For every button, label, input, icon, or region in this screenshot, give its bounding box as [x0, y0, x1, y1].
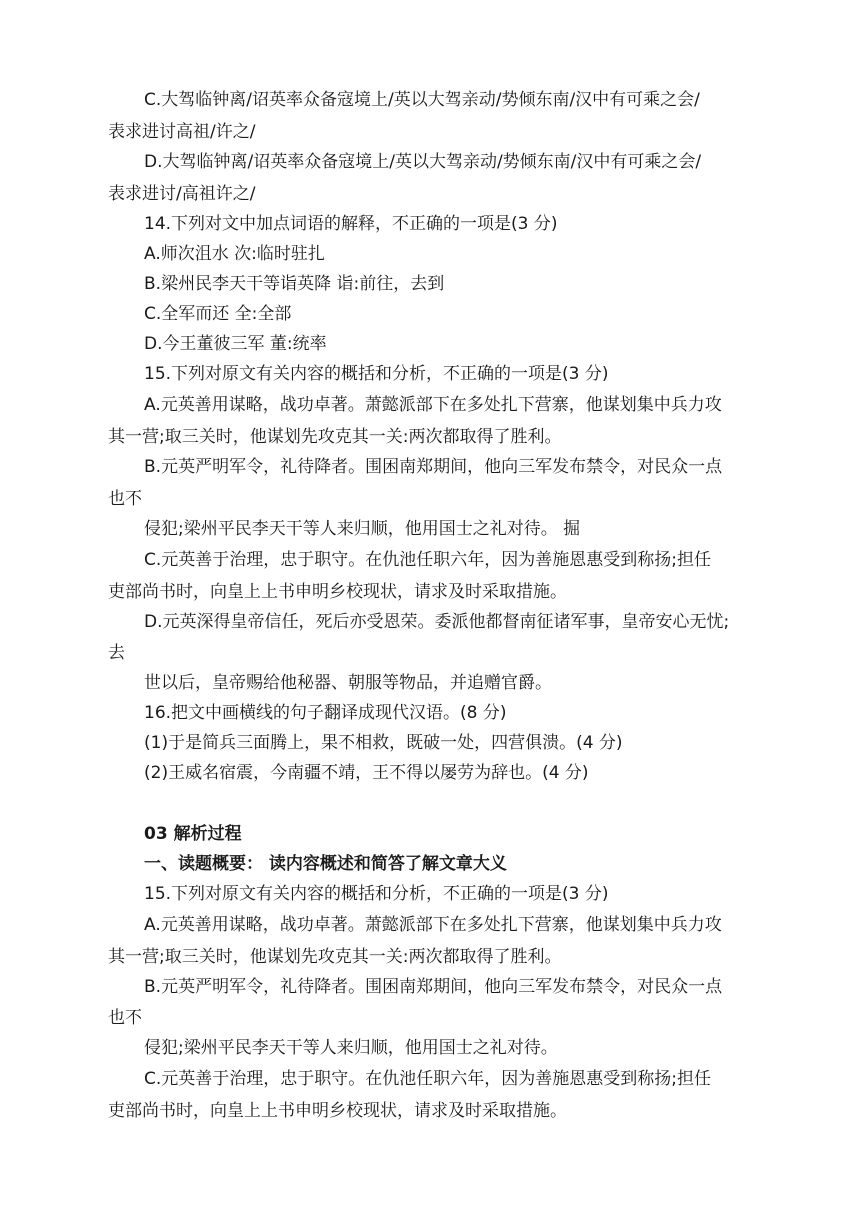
sub-question: (2)王威名宿震，今南疆不靖，王不得以屡劳为辞也。(4 分) [144, 763, 589, 783]
text-line: C.大驾临钟离/诏英率众备寇境上/英以大驾亲动/势倾东南/汉中有可乘之会/ [144, 90, 700, 110]
text-line: 表求进讨/高祖许之/ [108, 184, 256, 204]
option-line: A.元英善用谋略，战功卓著。萧懿派部下在多处扎下营寨，他谋划集中兵力攻 [144, 915, 722, 935]
sub-question: (1)于是简兵三面腾上，果不相救，既破一处，四营俱溃。(4 分) [144, 733, 623, 753]
text-line: 世以后，皇帝赐给他秘器、朝服等物品，并追赠官爵。 [144, 673, 552, 693]
question-heading: 15.下列对原文有关内容的概括和分析，不正确的一项是(3 分) [144, 884, 609, 904]
option-line: C.元英善于治理，忠于职守。在仇池任职六年，因为善施恩惠受到称扬;担任 [144, 1069, 711, 1089]
option-line: A.师次沮水 次:临时驻扎 [144, 244, 325, 264]
text-line: 侵犯;梁州平民李天干等人来归顺，他用国士之礼对待。 掘 [144, 519, 581, 539]
text-line: 其一营;取三关时，他谋划先攻克其一关:两次都取得了胜利。 [108, 947, 562, 967]
text-line: 吏部尚书时，向皇上上书申明乡校现状，请求及时采取措施。 [108, 1101, 567, 1121]
option-line: D.今王董彼三军 董:统率 [144, 334, 327, 354]
text-line: 侵犯;梁州平民李天干等人来归顺，他用国士之礼对待。 [144, 1038, 558, 1058]
question-heading: 15.下列对原文有关内容的概括和分析，不正确的一项是(3 分) [144, 364, 609, 384]
text-line: 去 [108, 643, 125, 663]
question-heading: 14.下列对文中加点词语的解释，不正确的一项是(3 分) [144, 214, 558, 234]
text-line: 其一营;取三关时，他谋划先攻克其一关:两次都取得了胜利。 [108, 427, 562, 447]
option-line: B.梁州民李天干等诣英降 诣:前往，去到 [144, 274, 445, 294]
option-line: C.元英善于治理，忠于职守。在仇池任职六年，因为善施恩惠受到称扬;担任 [144, 550, 711, 570]
option-line: B.元英严明军令，礼待降者。围困南郑期间，他向三军发布禁令，对民众一点 [144, 457, 723, 477]
text-line: 吏部尚书时，向皇上上书申明乡校现状，请求及时采取措施。 [108, 582, 567, 602]
text-line: 也不 [108, 489, 142, 509]
text-line: 也不 [108, 1008, 142, 1028]
option-line: D.元英深得皇帝信任，死后亦受恩荣。委派他都督南征诸军事，皇帝安心无忧; [144, 612, 730, 632]
section-heading: 03 解析过程 [144, 824, 242, 844]
text-line: 表求进讨高祖/许之/ [108, 122, 256, 142]
question-heading: 16.把文中画横线的句子翻译成现代汉语。(8 分) [144, 703, 507, 723]
subsection-heading: 一、读题概要： 读内容概述和简答了解文章大义 [144, 854, 507, 874]
option-line: A.元英善用谋略，战功卓著。萧懿派部下在多处扎下营寨，他谋划集中兵力攻 [144, 395, 722, 415]
option-line: C.全军而还 全:全部 [144, 304, 292, 324]
text-line: D.大驾临钟离/诏英率众备寇境上/英以大驾亲动/势倾东南/汉中有可乘之会/ [144, 152, 702, 172]
option-line: B.元英严明军令，礼待降者。围困南郑期间，他向三军发布禁令，对民众一点 [144, 977, 723, 997]
